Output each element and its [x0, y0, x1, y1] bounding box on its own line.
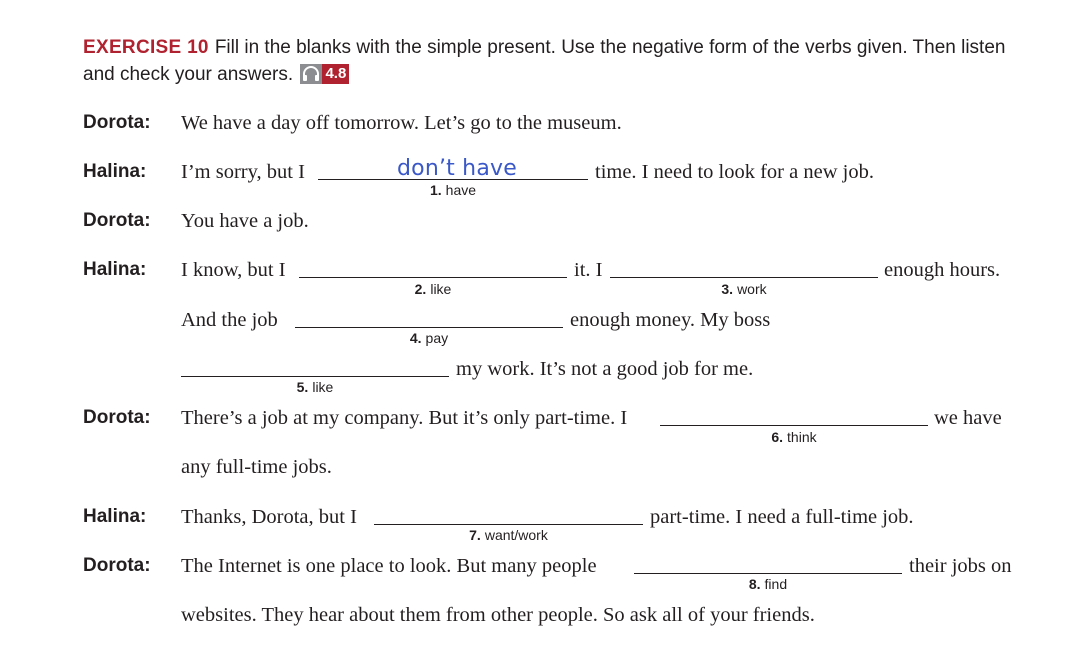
- blank-1[interactable]: [318, 179, 588, 180]
- answer-1: don’t have: [397, 156, 517, 181]
- dialogue-line-2b: time. I need to look for a new job.: [595, 161, 874, 183]
- verb-hint-7: 7. want/work: [469, 527, 548, 543]
- dialogue-line-4c: enough hours.: [884, 259, 1001, 281]
- dialogue-line-7b: we have: [934, 407, 1002, 429]
- dialogue-line-9b: part-time. I need a full-time job.: [650, 506, 914, 528]
- dialogue-line-10a: The Internet is one place to look. But many people: [181, 555, 597, 577]
- dialogue-line-4a: I know, but I: [181, 259, 286, 281]
- blank-4[interactable]: [295, 327, 563, 328]
- dialogue-line-2a: I’m sorry, but I: [181, 161, 305, 183]
- headphones-icon: [300, 64, 322, 84]
- blank-2[interactable]: [299, 277, 567, 278]
- blank-3[interactable]: [610, 277, 878, 278]
- blank-8[interactable]: [634, 573, 902, 574]
- dialogue-line-1: We have a day off tomorrow. Let’s go to the museum.: [181, 112, 622, 134]
- speaker-dorota: Dorota:: [83, 112, 151, 133]
- speaker-dorota: Dorota:: [83, 555, 151, 576]
- dialogue-line-8: any full-time jobs.: [181, 456, 332, 478]
- exercise-header: [83, 34, 1023, 88]
- dialogue-line-5b: enough money. My boss: [570, 309, 771, 331]
- dialogue-line-3: You have a job.: [181, 210, 309, 232]
- dialogue-line-10b: their jobs on: [909, 555, 1012, 577]
- dialogue-line-7a: There’s a job at my company. But it’s only part-time. I: [181, 407, 628, 429]
- blank-6[interactable]: [660, 425, 928, 426]
- dialogue-line-9a: Thanks, Dorota, but I: [181, 506, 357, 528]
- dialogue-line-4b: it. I: [574, 259, 603, 281]
- speaker-dorota: Dorota:: [83, 210, 151, 231]
- verb-hint-8: 8. find: [748, 576, 788, 592]
- verb-hint-4: 4. pay: [409, 330, 449, 346]
- audio-track-badge[interactable]: [300, 64, 349, 84]
- verb-hint-3: 3. work: [721, 281, 767, 297]
- blank-7[interactable]: [374, 524, 643, 525]
- audio-track-number: 4.8: [322, 64, 349, 84]
- speaker-halina: Halina:: [83, 506, 147, 527]
- dialogue-line-6: my work. It’s not a good job for me.: [456, 358, 754, 380]
- dialogue-line-5a: And the job: [181, 309, 278, 331]
- speaker-halina: Halina:: [83, 161, 147, 182]
- verb-hint-5: 5. like: [296, 379, 334, 395]
- verb-hint-6: 6. think: [771, 429, 817, 445]
- speaker-halina: Halina:: [83, 259, 147, 280]
- exercise-instructions: Fill in the blanks with the simple present. Use the negative form of the verbs given. Then listen and check your answers.: [83, 37, 1006, 85]
- verb-hint-2: 2. like: [414, 281, 452, 297]
- blank-5[interactable]: [181, 376, 449, 377]
- dialogue-line-11: websites. They hear about them from other people. So ask all of your friends.: [181, 604, 815, 626]
- exercise-label: EXERCISE 10: [83, 37, 209, 58]
- speaker-dorota: Dorota:: [83, 407, 151, 428]
- verb-hint-1: 1. have: [429, 182, 477, 198]
